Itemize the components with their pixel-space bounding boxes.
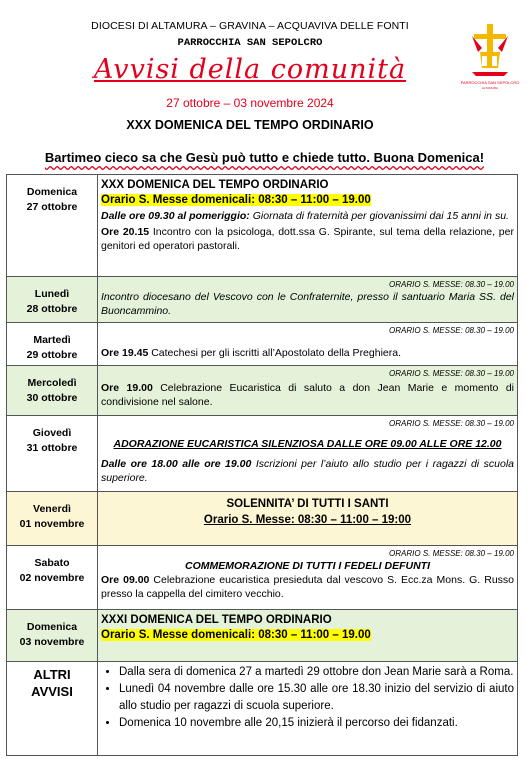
mass-times: ORARIO S. MESSE: 08.30 – 19.00 — [389, 326, 514, 335]
mass-times-highlight: Orario S. Messe domenicali: 08:30 – 11:00 – 19.00 — [101, 629, 371, 641]
row-wednesday-30 — [7, 366, 518, 416]
day-cell — [7, 277, 98, 323]
event-heading: XXXI DOMENICA DEL TEMPO ORDINARIO — [101, 614, 332, 626]
event-time: Ore 19.45 — [101, 347, 149, 359]
altri-avvisi-cell — [98, 662, 518, 756]
list-item: • Lunedì 04 novembre dalle ore 15.30 alle ore 18.30 inizio del servizio di aiuto allo studio per ragazzi di scuola superiore. — [119, 681, 514, 715]
event-time: Dalle ore 18.00 alle ore 19.00 — [101, 458, 252, 470]
event-cell — [98, 546, 518, 610]
parish-logo-icon — [460, 22, 520, 94]
event-time: Dalle ore 09.30 al pomeriggio: — [101, 210, 250, 222]
event-heading: XXX DOMENICA DEL TEMPO ORDINARIO — [101, 179, 329, 191]
day-label: Mercoledì — [27, 377, 77, 389]
event-heading: SOLENNITA’ DI TUTTI I SANTI — [226, 498, 389, 510]
list-item: • Dalla sera di domenica 27 a martedì 29 ottobre don Jean Marie sarà a Roma. — [119, 664, 514, 681]
altri-avvisi-label — [7, 662, 98, 756]
sunday-title: XXX DOMENICA DEL TEMPO ORDINARIO — [126, 118, 374, 132]
day-label: Lunedì — [34, 288, 70, 300]
event-text: Iscrizioni per l’aiuto allo studio per i ragazzi di scuola superiore. — [101, 458, 514, 484]
day-cell — [7, 366, 98, 416]
event-cell — [98, 175, 518, 277]
event-cell — [98, 277, 518, 323]
logo-caption: PARROCCHIA SAN SEPOLCRO — [460, 80, 520, 85]
row-monday-28 — [7, 277, 518, 323]
event-text: Celebrazione Eucaristica di saluto a don Jean Marie e momento di condivisione nel salone. — [101, 382, 514, 408]
date-label: 02 novembre — [19, 572, 85, 584]
mass-times-highlight: Orario S. Messe domenicali: 08:30 – 11:00 – 19.00 — [101, 194, 371, 206]
date-range: 27 ottobre – 03 novembre 2024 — [166, 96, 334, 110]
day-cell — [7, 492, 98, 546]
row-friday-01 — [7, 492, 518, 546]
event-text: Giornata di fraternità per giovanissimi dai 15 anni in su. — [249, 210, 509, 222]
row-saturday-02 — [7, 546, 518, 610]
mass-times: ORARIO S. MESSE: 08.30 – 19.00 — [389, 549, 514, 558]
day-label: Giovedì — [32, 427, 72, 439]
diocese-heading: DIOCESI DI ALTAMURA – GRAVINA – ACQUAVIVA DELLE FONTI — [91, 20, 409, 32]
date-label: 28 ottobre — [26, 303, 78, 315]
row-sunday-27 — [7, 175, 518, 277]
list-item: • Domenica 10 novembre alle 20,15 inizierà il percorso dei fidanzati. — [119, 715, 514, 732]
day-cell — [7, 416, 98, 492]
event-text: Incontro diocesano del Vescovo con le Confraternite, presso il santuario Maria SS. del Buoncammino. — [101, 291, 514, 317]
page-title — [0, 54, 500, 85]
event-cell — [98, 492, 518, 546]
event-text: Catechesi per gli iscritti all’Apostolato della Preghiera. — [148, 347, 402, 359]
event-time: Ore 20.15 — [101, 226, 150, 238]
event-time: Ore 19.00 — [101, 382, 153, 394]
avvisi-label: AVVISI — [31, 684, 73, 699]
altri-label: ALTRI — [33, 667, 71, 682]
row-sunday-03 — [7, 610, 518, 662]
mass-times: ORARIO S. MESSE: 08.30 – 19.00 — [389, 280, 514, 289]
row-tuesday-29 — [7, 323, 518, 366]
event-cell — [98, 416, 518, 492]
weekly-motto — [0, 150, 529, 165]
mass-times: Orario S. Messe: 08:30 – 11:00 – 19:00 — [203, 514, 412, 526]
parish-heading: PARROCCHIA SAN SEPOLCRO — [177, 37, 323, 49]
logo-subcaption: ALTAMURA — [482, 86, 498, 90]
day-label: Venerdì — [33, 503, 71, 515]
day-cell — [7, 175, 98, 277]
event-cell — [98, 323, 518, 366]
adoration-notice: ADORAZIONE EUCARISTICA SILENZIOSA DALLE ORE 09.00 ALLE ORE 12.00 — [113, 438, 502, 450]
event-cell — [98, 366, 518, 416]
day-cell — [7, 546, 98, 610]
motto-text: Bartimeo cieco sa che Gesù può tutto e chiede tutto. Buona Domenica! — [44, 150, 485, 165]
date-label: 31 ottobre — [26, 442, 78, 454]
row-thursday-31 — [7, 416, 518, 492]
event-text: Incontro con la psicologa, dott.ssa G. Spirante, sul tema della relazione, per genitori ed operatori pastorali. — [101, 226, 514, 252]
date-label: 29 ottobre — [26, 349, 78, 361]
title-text: Avvisi della comunità — [93, 54, 407, 85]
event-heading: COMMEMORAZIONE DI TUTTI I FEDELI DEFUNTI — [185, 560, 430, 572]
day-cell — [7, 323, 98, 366]
mass-times: ORARIO S. MESSE: 08.30 – 19.00 — [389, 419, 514, 428]
weekly-schedule-table — [6, 174, 518, 756]
row-altri-avvisi — [7, 662, 518, 756]
mass-times: ORARIO S. MESSE: 08.30 – 19.00 — [389, 369, 514, 378]
date-label: 30 ottobre — [26, 392, 78, 404]
event-cell — [98, 610, 518, 662]
date-label: 01 novembre — [19, 518, 85, 530]
day-cell — [7, 610, 98, 662]
notice-list — [101, 664, 514, 732]
date-label: 03 novembre — [19, 636, 85, 648]
event-text: Celebrazione eucaristica presieduta dal vescovo S. Ecc.za Mons. G. Russo presso la cappella del cimitero vecchio. — [101, 574, 514, 600]
day-label: Martedì — [33, 334, 71, 346]
date-label: 27 ottobre — [26, 201, 78, 213]
day-label: Domenica — [26, 621, 78, 633]
day-label: Domenica — [26, 186, 78, 198]
day-label: Sabato — [34, 557, 70, 569]
event-time: Ore 09.00 — [101, 574, 150, 586]
